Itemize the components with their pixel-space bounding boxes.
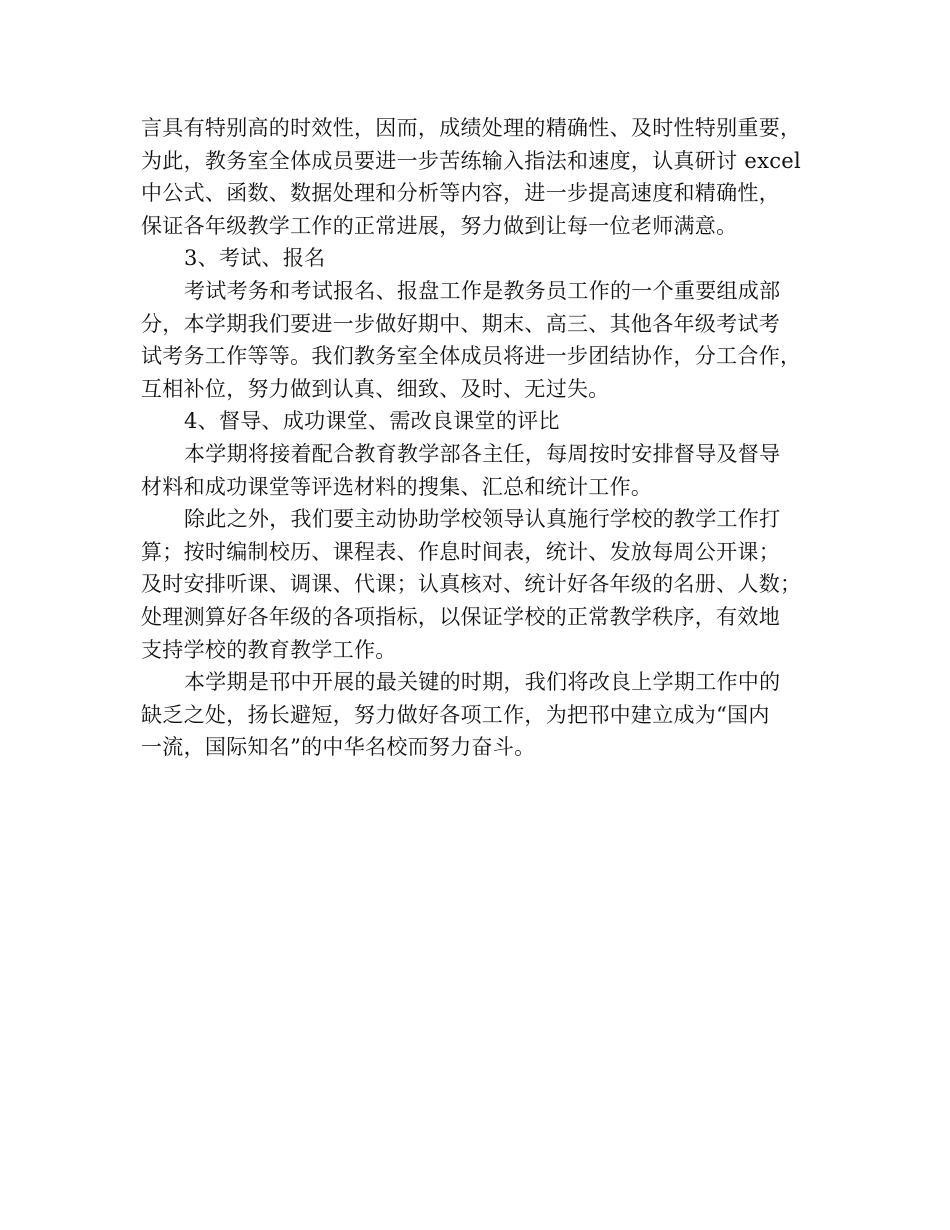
text-line: 本学期将接着配合教育教学部各主任，每周按时安排督导及督导	[184, 441, 781, 466]
text-line: 保证各年级教学工作的正常进展，努力做到让每一位老师满意。	[141, 213, 738, 238]
text-line: 中公式、函数、数据处理和分析等内容，进一步提高速度和精确性，	[141, 181, 780, 206]
text-line: 算；按时编制校历、课程表、作息时间表，统计、发放每周公开课；	[141, 539, 780, 564]
text-line: 一流，国际知名”的中华名校而努力奋斗。	[141, 735, 536, 760]
text-line: 分，本学期我们要进一步做好期中、期末、高三、其他各年级考试考	[141, 311, 780, 336]
text-line: 支持学校的教育教学工作。	[141, 637, 397, 662]
text-line: 考试考务和考试报名、报盘工作是教务员工作的一个重要组成部	[184, 278, 781, 303]
text-line: 为此，教务室全体成员要进一步苦练输入指法和速度，认真研讨 excel	[141, 148, 802, 173]
text-line: 本学期是邗中开展的最关键的时期，我们将改良上学期工作中的	[184, 670, 781, 695]
document-body	[141, 112, 841, 764]
text-line: 材料和成功课堂等评选材料的搜集、汇总和统计工作。	[141, 474, 653, 499]
section-heading-exam-registration: 3、考试、报名	[184, 246, 326, 271]
section-heading-supervision-evaluation: 4、督导、成功课堂、需改良课堂的评比	[184, 409, 560, 434]
text-line: 言具有特别高的时效性，因而，成绩处理的精确性、及时性特别重要，	[141, 116, 802, 140]
text-line: 试考务工作等等。我们教务室全体成员将进一步团结协作，分工合作，	[141, 344, 802, 369]
text-line: 除此之外，我们要主动协助学校领导认真施行学校的教学工作打	[184, 507, 781, 532]
text-line: 及时安排听课、调课、代课；认真核对、统计好各年级的名册、人数；	[141, 572, 802, 597]
text-line: 处理测算好各年级的各项指标，以保证学校的正常教学秩序，有效地	[141, 604, 780, 629]
text-line: 缺乏之处，扬长避短，努力做好各项工作，为把邗中建立成为“国内	[141, 702, 770, 727]
text-line: 互相补位，努力做到认真、细致、及时、无过失。	[141, 376, 610, 401]
